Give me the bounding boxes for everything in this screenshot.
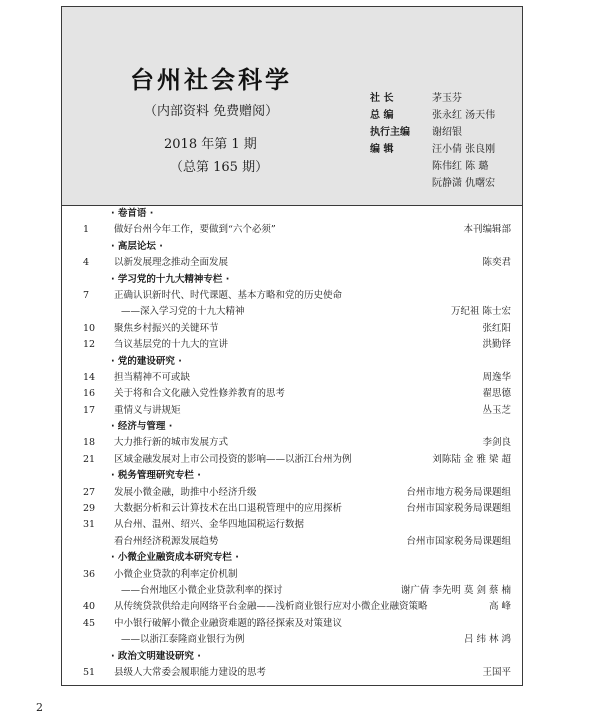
- toc-section-title: · 税务管理研究专栏 ·: [111, 470, 201, 482]
- staff-names: 陈伟红 陈 璐: [432, 161, 489, 172]
- toc-section-title: · 学习党的十九大精神专栏 ·: [111, 273, 230, 285]
- toc-entry-title: 从传统贷款供给走向网络平台金融——浅析商业银行应对小微企业融资策略: [114, 601, 428, 613]
- toc-page-number: 10: [83, 322, 96, 334]
- staff-names: 汪小倩 张良刚: [432, 144, 496, 155]
- toc-page-number: 17: [83, 404, 96, 416]
- toc-entry-title: 县级人大常委会履职能力建设的思考: [114, 666, 267, 678]
- toc-page-number: 51: [83, 666, 96, 678]
- toc-page-number: 40: [83, 601, 96, 613]
- toc-page-number: 7: [83, 289, 90, 301]
- toc-entry[interactable]: [61, 435, 523, 451]
- toc-entry-author: 张红阳: [482, 322, 511, 334]
- toc-page-number: 36: [83, 568, 96, 580]
- toc-entry-title: ——深入学习党的十九大精神: [121, 306, 245, 318]
- toc-page-number: 21: [83, 453, 96, 465]
- toc-section-heading: [61, 468, 523, 484]
- toc-page-number: 16: [83, 388, 96, 400]
- toc-entry[interactable]: [61, 304, 523, 320]
- toc-page-number: 31: [83, 519, 96, 531]
- toc-entry-title: 大力推行新的城市发展方式: [114, 437, 229, 449]
- toc-entry-author: 周逸华: [482, 371, 511, 383]
- toc-section-heading: [61, 649, 523, 665]
- staff-names: 茅玉芬: [432, 93, 462, 104]
- toc-section-heading: [61, 239, 523, 255]
- toc-entry-title: 大数据分析和云计算技术在出口退税管理中的应用探析: [114, 503, 343, 515]
- toc-entry[interactable]: [61, 403, 523, 419]
- toc-entry-title: 从台州、温州、绍兴、金华四地国税运行数据: [114, 519, 305, 531]
- toc-entry-author: 刘陈陆 金 雅 梁 超: [432, 453, 511, 465]
- toc-entry[interactable]: [61, 222, 523, 238]
- toc-entry-title: 中小银行破解小微企业融资难题的路径探索及对策建议: [114, 617, 343, 629]
- toc-entry-author: 陈奕君: [482, 257, 511, 269]
- toc-entry-author: 万纪祖 陈士宏: [450, 306, 511, 318]
- toc-entry-title: 小微企业贷款的利率定价机制: [114, 568, 238, 580]
- toc-section-heading: [61, 550, 523, 566]
- toc-section-heading: [61, 419, 523, 435]
- toc-entry[interactable]: [61, 599, 523, 615]
- toc-entry-title: 关于将和合文化融入党性修养教育的思考: [114, 388, 286, 400]
- toc-entry-author: 李剑良: [482, 437, 511, 449]
- toc-entry[interactable]: [61, 288, 523, 304]
- toc-entry-author: 台州市地方税务局课题组: [406, 486, 511, 498]
- toc-section-heading: [61, 272, 523, 288]
- toc-entry[interactable]: [61, 534, 523, 550]
- toc-entry-author: 王国平: [482, 666, 511, 678]
- toc-entry-author: 谢广倩 李先明 莫 剑 蔡 楠: [400, 584, 511, 596]
- toc-entry-author: 洪勤铎: [482, 339, 511, 351]
- toc-entry-title: 做好台州今年工作，要做到“六个必须”: [114, 224, 276, 236]
- toc-section-title: · 经济与管理 ·: [111, 421, 173, 433]
- staff-names: 谢绍银: [432, 127, 462, 138]
- toc-entry[interactable]: [61, 501, 523, 517]
- toc-entry[interactable]: [61, 386, 523, 402]
- toc-entry-title: 担当精神不可或缺: [114, 371, 191, 383]
- toc-entry-author: 吕 纬 林 鸿: [463, 634, 511, 646]
- table-of-contents: [61, 206, 523, 681]
- staff-role: 总 编: [370, 110, 394, 121]
- journal-subtitle: （内部资料 免费赠阅）: [144, 104, 279, 119]
- total-issue-label: （总第 165 期）: [170, 160, 269, 175]
- toc-page-number: 12: [83, 339, 96, 351]
- page-number: 2: [36, 701, 43, 714]
- staff-names: 张永红 汤天伟: [432, 110, 496, 121]
- toc-entry-author: 翟思德: [482, 388, 511, 400]
- toc-entry-author: 台州市国家税务局课题组: [406, 503, 511, 515]
- editorial-staff: [370, 90, 520, 195]
- toc-entry-title: 正确认识新时代、时代课题、基本方略和党的历史使命: [114, 289, 343, 301]
- toc-section-heading: [61, 206, 523, 222]
- toc-entry-title: 发展小微金融，助推中小经济升级: [114, 486, 257, 498]
- toc-entry-author: 台州市国家税务局课题组: [406, 535, 511, 547]
- toc-entry-title: 看台州经济税源发展趋势: [114, 535, 219, 547]
- toc-entry-author: 丛玉芝: [482, 404, 511, 416]
- toc-section-title: · 高层论坛 ·: [111, 240, 163, 252]
- toc-page-number: 4: [83, 257, 90, 269]
- toc-entry-author: 本刊编辑部: [463, 224, 511, 236]
- toc-entry[interactable]: [61, 665, 523, 681]
- toc-section-title: · 小微企业融资成本研究专栏 ·: [111, 552, 239, 564]
- toc-section-title: · 卷首语 ·: [111, 208, 154, 219]
- toc-page-number: 29: [83, 503, 96, 515]
- staff-role: 编 辑: [370, 144, 394, 155]
- journal-title: 台州社会科学: [130, 65, 292, 94]
- staff-names: 阮静潇 仇曙宏: [432, 178, 496, 189]
- toc-entry[interactable]: [61, 517, 523, 533]
- toc-entry[interactable]: [61, 567, 523, 583]
- toc-entry[interactable]: [61, 616, 523, 632]
- staff-role: 社 长: [370, 93, 394, 104]
- toc-section-title: · 政治文明建设研究 ·: [111, 650, 201, 662]
- toc-entry[interactable]: [61, 485, 523, 501]
- toc-entry-title: 以新发展理念推动全面发展: [114, 257, 229, 269]
- toc-entry[interactable]: [61, 632, 523, 648]
- toc-entry-title: 刍议基层党的十九大的宣讲: [114, 339, 229, 351]
- toc-entry-title: ——台州地区小微企业贷款利率的探讨: [121, 584, 283, 596]
- toc-entry[interactable]: [61, 370, 523, 386]
- toc-section-heading: [61, 354, 523, 370]
- staff-role: 执行主编: [370, 127, 410, 138]
- issue-label: 2018 年第 1 期: [164, 137, 257, 152]
- toc-entry-title: ——以浙江泰隆商业银行为例: [121, 634, 245, 646]
- toc-page-number: 18: [83, 437, 96, 449]
- toc-entry[interactable]: [61, 452, 523, 468]
- toc-page-number: 27: [83, 486, 96, 498]
- toc-page-number: 1: [83, 224, 90, 236]
- toc-entry[interactable]: [61, 337, 523, 353]
- toc-page-number: 14: [83, 371, 96, 383]
- toc-entry-title: 区域金融发展对上市公司投资的影响——以浙江台州为例: [114, 453, 352, 465]
- toc-entry-author: 高 峰: [488, 601, 511, 613]
- toc-entry[interactable]: [61, 583, 523, 599]
- toc-page-number: 45: [83, 617, 96, 629]
- toc-entry-title: 重情义与讲规矩: [114, 404, 181, 416]
- toc-entry[interactable]: [61, 321, 523, 337]
- toc-entry[interactable]: [61, 255, 523, 271]
- toc-entry-title: 聚焦乡村振兴的关键环节: [114, 322, 219, 334]
- toc-section-title: · 党的建设研究 ·: [111, 355, 182, 367]
